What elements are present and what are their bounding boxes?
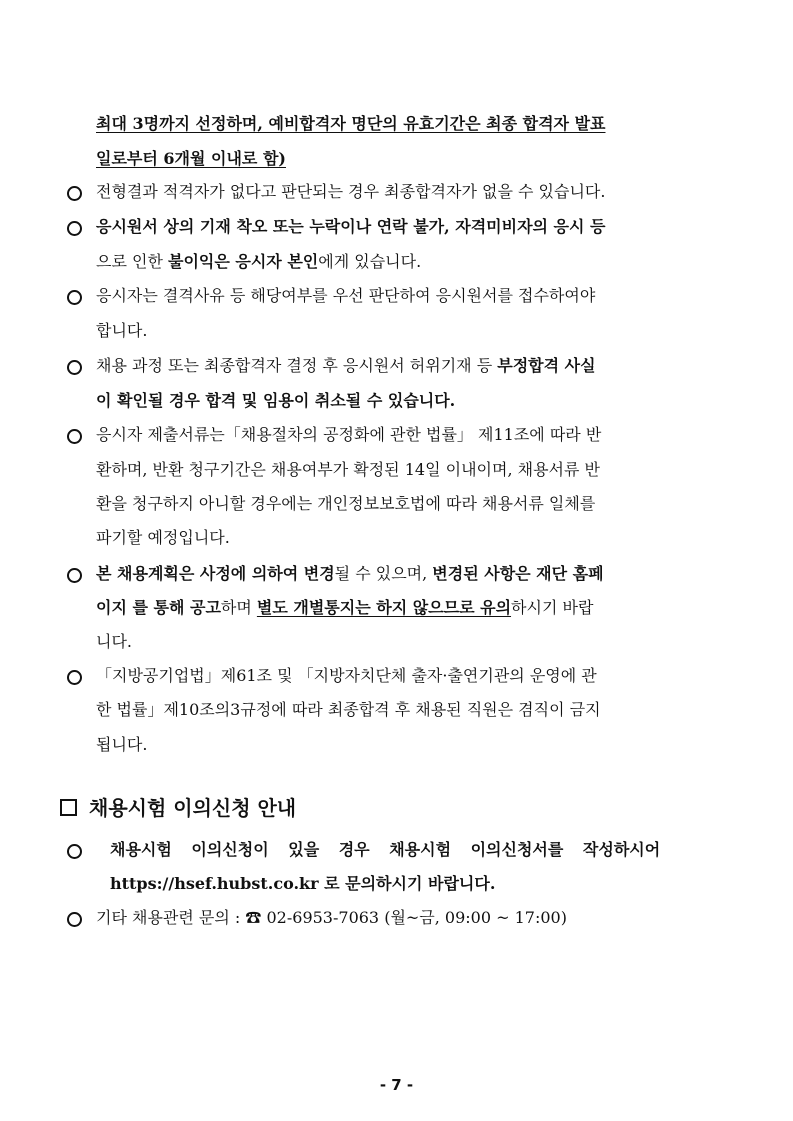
page-number: - 7 - (379, 1076, 414, 1094)
bullet-circle-icon (66, 288, 82, 304)
bullet-circle-icon (66, 427, 82, 443)
notice-6-text-b: 하며 (220, 598, 257, 617)
notice-6-text-c: 하시기 바랍 (511, 598, 594, 617)
notice-2-line-2 (96, 252, 421, 272)
notice-5-line-1: 응시자 제출서류는「채용절차의 공정화에 관한 법률」 제11조에 따라 반 (96, 425, 602, 444)
notice-6-text-bold-c: 이지 를 통해 공고 (96, 598, 221, 617)
notice-5-line-3: 환을 청구하지 아니할 경우에는 개인정보보호법에 따라 채용서류 일체를 (96, 494, 596, 513)
section-item-1-line-2: https://hsef.hubst.co.kr 로 문의하시기 바랍니다. (110, 874, 496, 893)
bullet-circle-icon (66, 842, 82, 858)
bullet-circle-icon (66, 566, 82, 582)
notice-6-text-a: 될 수 있으며, (334, 564, 433, 583)
intro-line-1: 최대 3명까지 선정하며, 예비합격자 명단의 유효기간은 최종 합격자 발표 (96, 114, 606, 133)
notice-6-text-bold-b: 변경된 사항은 재단 홈페 (432, 564, 604, 583)
notice-6-text-bold-underline: 별도 개별통지는 하지 않으므로 유의 (256, 598, 512, 617)
bullet-circle-icon (66, 184, 82, 200)
notice-6-text-bold-a: 본 채용계획은 사정에 의하여 변경 (96, 564, 335, 583)
notice-7-line-1: 「지방공기업법」제61조 및 「지방자치단체 출자·출연기관의 운영에 관 (96, 666, 597, 685)
bullet-circle-icon (66, 910, 82, 926)
notice-4-line-2: 이 확인될 경우 합격 및 임용이 취소될 수 있습니다. (96, 391, 456, 410)
notice-1-line-1: 전형결과 적격자가 없다고 판단되는 경우 최종합격자가 없을 수 있습니다. (96, 182, 606, 201)
notice-2-line-1: 응시원서 상의 기재 착오 또는 누락이나 연락 불가, 자격미비자의 응시 등 (96, 217, 606, 236)
bullet-circle-icon (66, 668, 82, 684)
notice-3-line-1: 응시자는 결격사유 등 해당여부를 우선 판단하여 응시원서를 접수하여야 (96, 286, 596, 305)
notice-2-text-bold: 불이익은 응시자 본인 (168, 252, 319, 271)
bullet-circle-icon (66, 219, 82, 235)
square-bullet-icon (60, 799, 77, 816)
notice-6-line-1 (96, 564, 604, 584)
notice-4-text-bold: 부정합격 사실 (497, 356, 596, 375)
notice-2-text-b: 에게 있습니다. (318, 252, 422, 271)
notice-3-line-2: 합니다. (96, 321, 148, 340)
contact-phone: 02-6953-7063 (월~금, 09:00 ~ 17:00) (266, 908, 567, 927)
section-item-1-line-1: 채용시험 이의신청이 있을 경우 채용시험 이의신청서를 작성하시어 (110, 840, 661, 859)
phone-icon: ☎ (245, 908, 262, 927)
notice-7-line-3: 됩니다. (96, 735, 148, 754)
section-item-2 (96, 908, 567, 928)
notice-7-line-2: 한 법률」제10조의3규정에 따라 최종합격 후 채용된 직원은 겸직이 금지 (96, 700, 601, 719)
section-heading (60, 795, 296, 821)
notice-5-line-2: 환하며, 반환 청구기간은 채용여부가 확정된 14일 이내이며, 채용서류 반 (96, 460, 600, 479)
bullet-circle-icon (66, 358, 82, 374)
intro-line-2: 일로부터 6개월 이내로 함) (96, 149, 286, 168)
section-title: 채용시험 이의신청 안내 (89, 796, 297, 820)
notice-6-line-3: 니다. (96, 632, 132, 651)
notice-4-text-a: 채용 과정 또는 최종합격자 결정 후 응시원서 허위기재 등 (96, 356, 498, 375)
notice-2-text-a: 으로 인한 (96, 252, 168, 271)
notice-4-line-1 (96, 356, 596, 376)
notice-6-line-2 (96, 598, 593, 618)
notice-5-line-4: 파기할 예정입니다. (96, 528, 230, 547)
contact-label: 기타 채용관련 문의 : (96, 908, 246, 927)
